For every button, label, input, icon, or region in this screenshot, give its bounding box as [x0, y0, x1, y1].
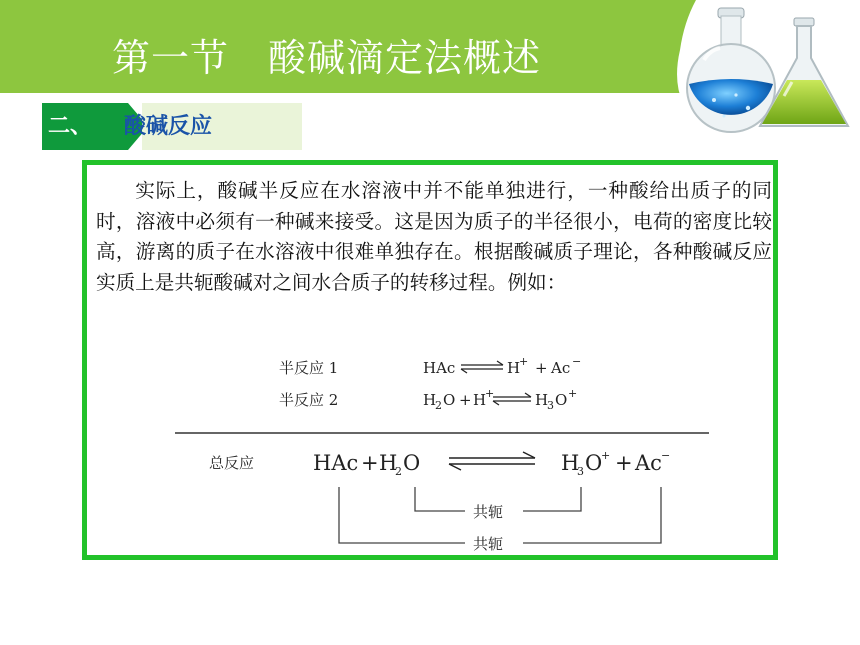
water-sub: 2: [395, 465, 402, 478]
water-o: O: [443, 391, 456, 409]
content-box: [82, 160, 778, 560]
hydronium-charge: +: [568, 387, 578, 400]
hydronium-o: O: [555, 391, 568, 409]
reaction-diagram: [87, 165, 773, 555]
body-paragraph: 实际上，酸碱半反应在水溶液中并不能单独进行，一种酸给出质子的同时，溶液中必须有一种碱来接受。这是因为质子的半径很小，电荷的密度比较高，游离的质子在水溶液中很难单独存在。根据酸碱质子理论，各种酸碱反应实质上是共轭酸碱对之间水合质子的转移过程。例如：: [96, 179, 772, 294]
plus-sign: +: [535, 359, 548, 377]
acetic-acid: HAc: [313, 451, 359, 475]
inner-conjugate-label: 共轭: [473, 503, 504, 521]
acetate-charge: −: [661, 449, 671, 462]
equilibrium-arrow-icon: [461, 361, 503, 373]
proton-symbol: H: [473, 391, 487, 409]
section-number: 二、: [42, 103, 122, 150]
proton-symbol: H: [507, 359, 521, 377]
water-h: H: [379, 451, 398, 475]
section-heading: [42, 103, 262, 150]
half-reaction-1-reactant: HAc: [423, 359, 456, 377]
plus-sign: +: [361, 451, 379, 475]
proton-charge: +: [485, 387, 495, 400]
hydronium-sub: 3: [547, 399, 554, 412]
water-h: H: [423, 391, 437, 409]
hydronium-sub: 3: [577, 465, 584, 478]
flask-icon: [666, 0, 860, 140]
plus-sign: +: [615, 451, 633, 475]
plus-sign: +: [459, 391, 472, 409]
outer-conjugate-label: 共轭: [473, 535, 504, 553]
hydronium-o: O: [585, 451, 603, 475]
hydronium-h: H: [535, 391, 549, 409]
equilibrium-arrow-icon: [493, 393, 531, 405]
total-reaction-label: 总反应: [209, 454, 255, 472]
half-reaction-2-label: 半反应 2: [279, 391, 339, 409]
slide-title: 第一节 酸碱滴定法概述: [112, 36, 542, 80]
proton-charge: +: [519, 355, 529, 368]
half-reaction-1-label: 半反应 1: [279, 359, 339, 377]
acetate-symbol: Ac: [635, 451, 662, 475]
equilibrium-arrow-icon: [449, 452, 535, 470]
water-sub: 2: [435, 399, 442, 412]
acetate-charge: −: [572, 355, 582, 368]
acetate-symbol: Ac: [551, 359, 571, 377]
section-title: 酸碱反应: [124, 114, 213, 139]
water-o: O: [403, 451, 421, 475]
hydronium-charge: +: [601, 449, 611, 462]
hydronium-h: H: [561, 451, 580, 475]
